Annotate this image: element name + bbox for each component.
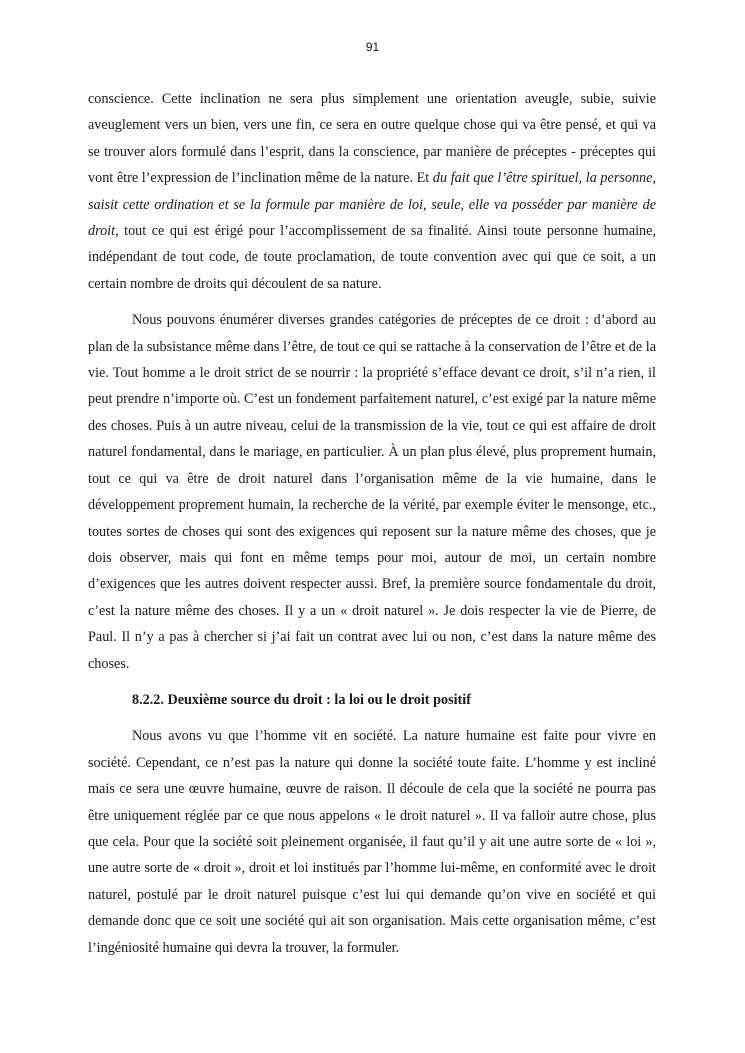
paragraph-continuation — [88, 86, 656, 297]
page-number: 91 — [365, 40, 380, 54]
paragraph-natural-law-categories: Nous pouvons énumérer diverses grandes catégories de préceptes de ce droit : d’abord au plan de la subsistance même dans l’être, de tout ce qui se rattache à la conservation de l’être et de la vie. Tout homme a le droit strict de se nourrir : la propriété s’efface devant ce droit, s’il n’a rien, il peut prendre n’importe où. C’est un fondement parfaitement naturel, c’est exigé par la nature même des choses. Puis à un autre niveau, celui de la transmission de la vie, tout ce qui est affaire de droit naturel fondamental, dans le mariage, en particulier. À un plan plus élevé, plus proprement humain, tout ce qui va être de droit naturel dans l’organisation même de la vie humaine, dans le développement proprement humain, la recherche de la vérité, par exemple éviter le mensonge, etc., toutes sortes de choses qui sont des exigences qui reposent sur la nature même des choses, que je dois observer, mais qui font en même temps pour moi, autour de moi, un certain nombre d’exigences que les autres doivent respecter aussi. Bref, la première source fondamentale du droit, c’est la nature même des choses. Il y a un « droit naturel ». Je dois respecter la vie de Pierre, de Paul. Il n’y a pas à chercher si j’ai fait un contrat avec lui ou non, c’est dans la nature même des choses. — [88, 312, 656, 672]
paragraph-text: conscience. Cette inclination ne sera plus simplement une orientation aveugle, subie, suivie aveuglement vers un bien, vers une fin, ce sera en outre quelque chose qui va être pensé, et qui va se trouver alors formulé dans l’esprit, dans la conscience, par manière de préceptes - préceptes qui vont être l’expression de l’inclination même de la nature. Et — [88, 91, 656, 187]
document-body — [88, 86, 656, 961]
emphasis-text: du fait que l’être spirituel, la personne, saisit cette ordination et se la formule par manière de loi, seule, elle va posséder par manière de droit — [88, 170, 656, 240]
paragraph-text: , tout ce qui est érigé pour l’accomplissement de sa finalité. Ainsi toute personne humaine, indépendant de tout code, de toute proclamation, de toute convention avec qui que ce soit, a un certain nombre de droits qui découlent de sa nature. — [88, 223, 656, 292]
paragraph-positive-law: Nous avons vu que l’homme vit en société. La nature humaine est faite pour vivre en société. Cependant, ce n’est pas la nature qui donne la société toute faite. L’homme y est incliné mais ce sera une œuvre humaine, œuvre de raison. Il découle de cela que la société ne pourra pas être uniquement réglée par ce que nous appelons « le droit naturel ». Il va falloir autre chose, plus que cela. Pour que la société soit pleinement organisée, il faut qu’il y ait une autre sorte de « loi », une autre sorte de « droit », droit et loi institués par l’homme lui-même, en conformité avec le droit naturel, postulé par le droit naturel puisque c’est lui qui demande qu’on vive en société et qui demande donc que ce soit une société qui ait son organisation. Mais cette organisation même, c’est l’ingéniosité humaine qui devra la trouver, la formuler. — [88, 728, 656, 956]
section-heading: 8.2.2. Deuxième source du droit : la loi ou le droit positif — [132, 691, 471, 708]
